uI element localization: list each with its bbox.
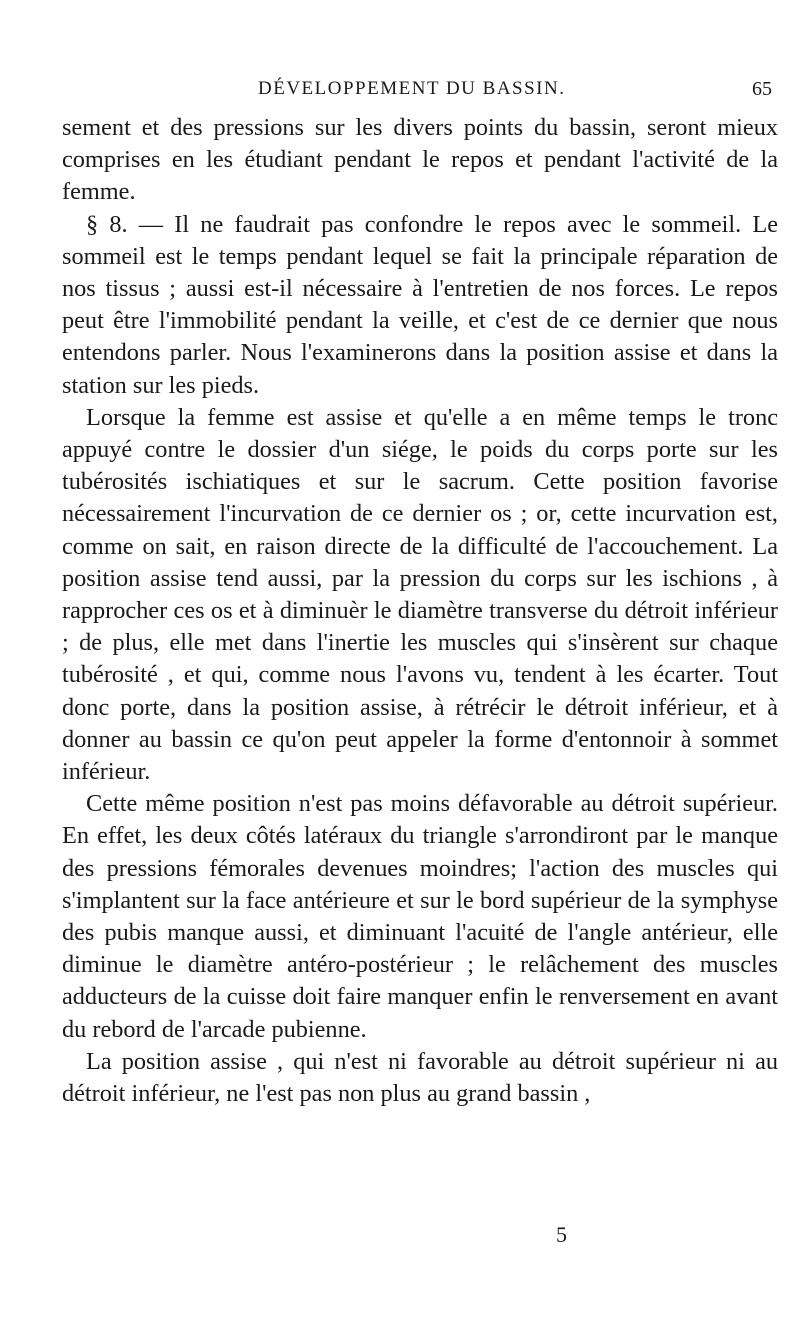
page-header — [62, 78, 778, 112]
running-title: DÉVELOPPEMENT DU BASSIN. — [258, 78, 566, 99]
paragraph-seated-position: Lorsque la femme est assise et qu'elle a en même temps le tronc appuyé contre le dossier d'un siége, le poids du corps porte sur les tubérosités ischiatiques et sur le sacrum. Cette position favorise nécessairement l'incurvation de ce dernier os ; or, cette incurvation est, comme on sait, en raison directe de la difficulté de l'accouchement. La position assise tend aussi, par la pression du corps sur les ischions , à rapprocher ces os et à diminuèr le diamètre transverse du détroit inférieur ; de plus, elle met dans l'inertie les muscles qui s'insèrent sur chaque tubérosité , et qui, comme nous l'avons vu, tendent à les écarter. Tout donc porte, dans la position assise, à rétrécir le détroit inférieur, et à donner au bassin ce qu'on peut appeler la forme d'entonnoir à sommet inférieur. — [62, 403, 778, 786]
paragraph-conclusion: La position assise , qui n'est ni favorable au détroit supérieur ni au détroit inférieur, ne l'est pas non plus au grand bassin , — [62, 1047, 778, 1108]
book-page — [62, 78, 778, 1110]
paragraph-section-8: § 8. — Il ne faudrait pas confondre le repos avec le sommeil. Le sommeil est le temps pendant lequel se fait la principale réparation de nos tissus ; aussi est-il nécessaire à l'entretien de nos forces. Le repos peut être l'immobilité pendant la veille, et c'est de ce dernier que nous entendons parler. Nous l'examinerons dans la position assise et dans la station sur les pieds. — [62, 210, 778, 399]
signature-mark: 5 — [556, 1222, 567, 1247]
paragraph-upper-strait: Cette même position n'est pas moins défavorable au détroit supérieur. En effet, les deux côtés latéraux du triangle s'arrondiront par le manque des pressions fémorales devenues moindres; l'action des muscles qui s'implantent sur la face antérieure et sur le bord supérieur de la symphyse des pubis manque aussi, et diminuant l'acuité de l'angle antérieur, elle diminue le diamètre antéro-postérieur ; le relâchement des muscles adducteurs de la cuisse doit faire manquer enfin le renversement en avant du rebord de l'arcade pubienne. — [62, 790, 778, 1043]
paragraph-continuation: sement et des pressions sur les divers points du bassin, seront mieux comprises en les étudiant pendant le repos et pendant l'activité de la femme. — [62, 114, 778, 206]
page-number: 65 — [752, 78, 772, 100]
body-text — [62, 112, 778, 1110]
